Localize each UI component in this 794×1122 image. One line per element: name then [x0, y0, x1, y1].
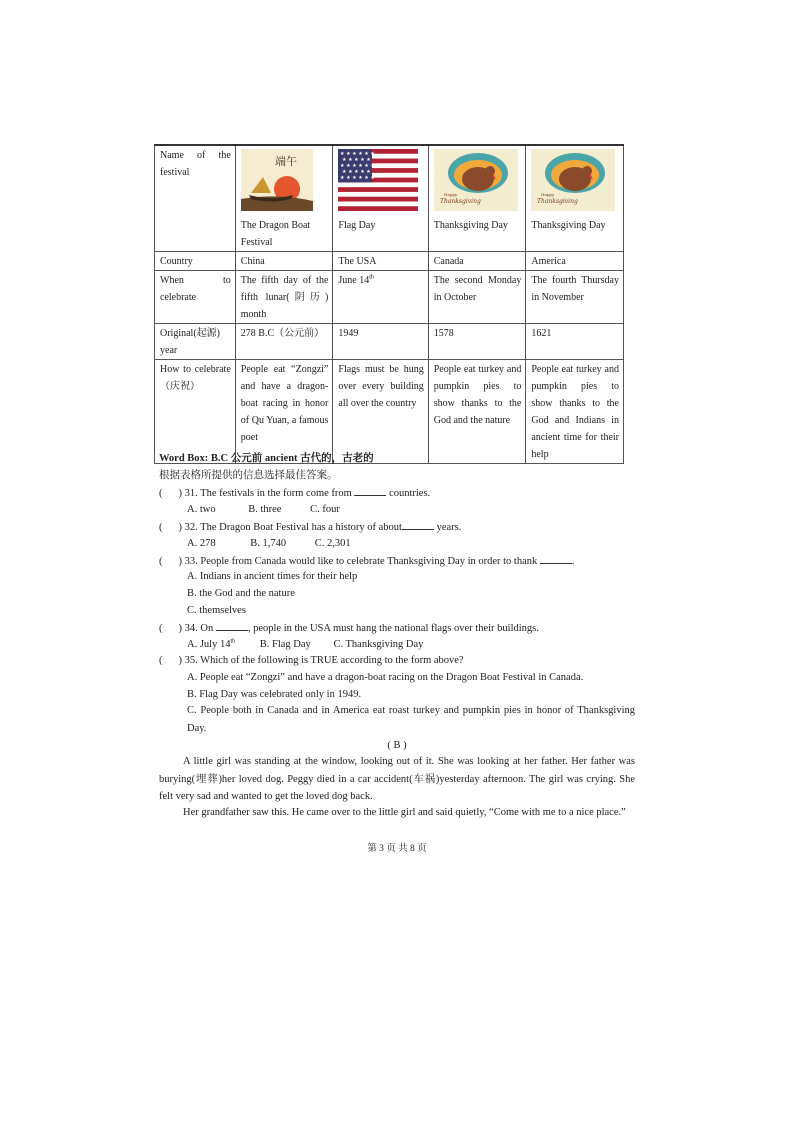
table-cell: The fifth day of the fifth lunar(阴历) month — [235, 271, 333, 324]
svg-text:★ ★ ★ ★ ★ ★: ★ ★ ★ ★ ★ ★ — [340, 151, 376, 157]
cell-dragon-boat — [235, 145, 333, 252]
turkey-thanksgiving-image — [434, 149, 522, 211]
table-row — [155, 324, 624, 360]
page-footer: 第 3 页 共 8 页 — [367, 844, 427, 854]
row-label-original-year: Original(起源) year — [155, 324, 236, 360]
option[interactable]: C. 2,301 — [314, 538, 351, 549]
cell-flag-day — [333, 145, 428, 252]
question-32: ( ) 32. The Dragon Boat Festival has a history of about years. — [159, 522, 462, 533]
answer-blank[interactable] — [354, 486, 386, 496]
table-cell: People eat turkey and pumpkin pies to show thanks to the God and the nature — [428, 360, 526, 464]
question-33: ( ) 33. People from Canada would like to celebrate Thanksgiving Day in order to thank . — [159, 556, 575, 567]
dragon-boat-festival-image — [241, 149, 329, 211]
festival-name-dragon: The Dragon Boat Festival — [240, 220, 311, 248]
option[interactable]: A. People eat “Zongzi” and have a dragon-boat racing on the Dragon Boat Festival in Canada. — [187, 672, 584, 683]
table-row — [155, 252, 624, 271]
table-cell: 1578 — [428, 324, 526, 360]
table-cell: Canada — [428, 252, 526, 271]
table-cell: 1621 — [526, 324, 624, 360]
festival-table — [154, 144, 624, 464]
svg-text:★ ★ ★ ★ ★ ★: ★ ★ ★ ★ ★ ★ — [340, 163, 376, 169]
option[interactable]: B. the God and the nature — [187, 588, 295, 599]
row-label-how: How to celebrate（庆祝） — [155, 360, 236, 464]
svg-text:Happy: Happy — [443, 192, 458, 197]
festival-name-flag-day: Flag Day — [338, 220, 376, 231]
option[interactable]: B. 1,740 — [250, 538, 287, 549]
option[interactable]: C. Thanksgiving Day — [333, 639, 424, 650]
festival-name-thanksgiving-canada: Thanksgiving Day — [433, 220, 508, 231]
option[interactable]: A. Indians in ancient times for their help — [187, 571, 358, 582]
question-32-options — [187, 537, 351, 551]
answer-blank[interactable] — [540, 554, 572, 564]
table-cell: The fourth Thursday in November — [526, 271, 624, 324]
question-34: ( ) 34. On , people in the USA must hang the national flags over their buildings. — [159, 623, 539, 634]
option[interactable]: C. four — [310, 504, 340, 515]
svg-text:Happy: Happy — [541, 192, 555, 197]
svg-text:★ ★ ★ ★ ★: ★ ★ ★ ★ ★ — [342, 157, 372, 163]
question-34-options — [187, 638, 423, 652]
table-row — [155, 360, 624, 464]
table-row — [155, 271, 624, 324]
option[interactable]: C. themselves — [187, 605, 246, 616]
table-cell: 1949 — [333, 324, 428, 360]
table-cell: The USA — [333, 252, 428, 271]
svg-text:Thanksgiving: Thanksgiving — [537, 198, 579, 205]
table-cell: June 14th — [333, 271, 428, 324]
table-cell: People eat turkey and pumpkin pies to show thanks to the God and Indians in ancient time for their help — [526, 360, 624, 464]
table-cell: China — [235, 252, 333, 271]
section-b-heading: ( B ) — [387, 740, 407, 751]
section-b-paragraph-1: A little girl was standing at the window, looking out of it. She was looking at her father. Her father was burying(埋葬)her loved dog. Peggy died in a car accident(车祸)yesterday afternoon. The girl was crying. She felt very sad and wanted to get the loved dog back. — [159, 756, 635, 802]
option[interactable]: B. three — [248, 504, 282, 515]
row-label-country: Country — [155, 252, 236, 271]
option[interactable]: A. July 14th — [187, 638, 236, 650]
option[interactable]: B. Flag Day was celebrated only in 1949. — [187, 689, 362, 700]
table-cell: America — [526, 252, 624, 271]
svg-text:端午: 端午 — [274, 155, 297, 168]
turkey-thanksgiving-image — [531, 149, 619, 211]
option[interactable]: A. 278 — [187, 538, 216, 549]
usa-flag-image — [338, 149, 423, 211]
festival-name-thanksgiving-america: Thanksgiving Day — [531, 220, 606, 231]
row-label-name: Name of the festival — [155, 145, 236, 252]
section-b-paragraph-2: Her grandfather saw this. He came over to the little girl and said quietly, “Come with me to a nice place.” — [183, 807, 626, 818]
question-31-options — [187, 503, 340, 517]
table-cell: The second Monday in October — [428, 271, 526, 324]
row-label-when: When to celebrate — [155, 271, 236, 324]
cell-thanksgiving-america — [526, 145, 624, 252]
question-35: ( ) 35. Which of the following is TRUE according to the form above? — [159, 655, 464, 666]
table-cell: People eat “Zongzi” and have a dragon-boat racing in honor of Qu Yuan, a famous poet — [235, 360, 333, 464]
instruction: 根据表格所提供的信息选择最佳答案。 — [159, 470, 338, 481]
svg-text:Thanksgiving: Thanksgiving — [439, 198, 481, 205]
table-row — [155, 145, 624, 252]
option[interactable]: B. Flag Day — [259, 639, 311, 650]
svg-text:★ ★ ★ ★ ★: ★ ★ ★ ★ ★ — [342, 169, 372, 175]
svg-text:★ ★ ★ ★ ★ ★: ★ ★ ★ ★ ★ ★ — [340, 175, 376, 181]
option[interactable]: A. two — [187, 504, 216, 515]
table-cell: Flags must be hung over every building all over the country — [333, 360, 428, 464]
question-31: ( ) 31. The festivals in the form come from countries. — [159, 488, 431, 499]
word-box: Word Box: B.C 公元前 ancient 古代的，古老的 — [159, 453, 374, 464]
cell-thanksgiving-canada — [428, 145, 526, 252]
answer-blank[interactable] — [216, 621, 248, 631]
table-cell: 278 B.C（公元前） — [235, 324, 333, 360]
answer-blank[interactable] — [402, 520, 434, 530]
option[interactable]: C. People both in Canada and in America eat roast turkey and pumpkin pies in honor of Thanksgiving Day. — [187, 705, 635, 734]
